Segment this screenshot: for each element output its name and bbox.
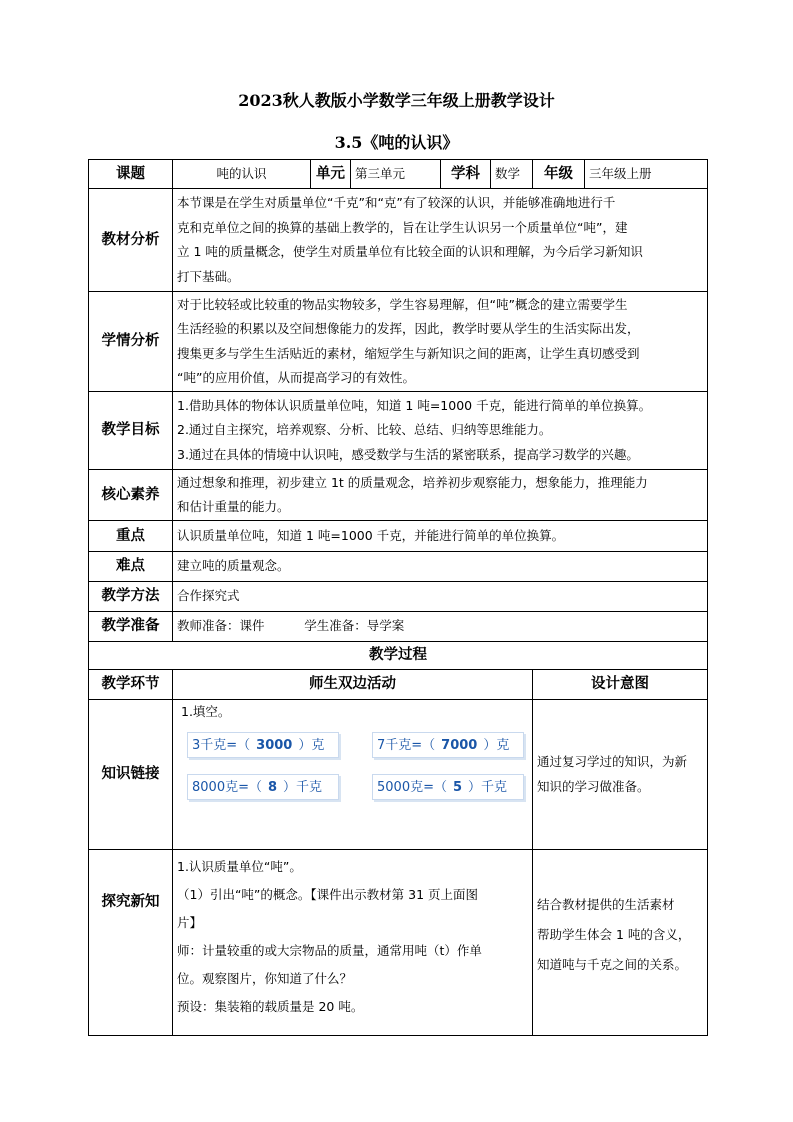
- content-line: 立 1 吨的质量概念，使学生对质量单位有比较全面的认识和理解，为今后学习新知识: [177, 244, 643, 259]
- intent-line: 通过复习学过的知识，为新: [537, 754, 688, 769]
- stage-label: 探究新知: [89, 850, 173, 1036]
- section-content: 建立吨的质量观念。: [173, 552, 708, 582]
- content-line: “吨”的应用价值，从而提高学习的有效性。: [177, 370, 415, 385]
- content-line: 3.通过在具体的情境中认识吨，感受数学与生活的紧密联系，提高学习数学的兴趣。: [177, 446, 639, 462]
- lesson-title: 3.5《吨的认识》: [334, 133, 459, 152]
- info-row: [89, 160, 708, 189]
- section-content: 认识质量单位吨，知道 1 吨=1000 千克，并能进行简单的单位换算。: [173, 521, 708, 552]
- section-label: 学情分析: [89, 292, 173, 392]
- section-label: 核心素养: [89, 470, 173, 521]
- intent-cell: [533, 850, 708, 1036]
- section-label: 教学准备: [89, 612, 173, 642]
- fill-box: 8000克=（ 8 ）千克: [187, 774, 339, 800]
- task-text: 1.填空。: [181, 704, 231, 719]
- intent-line: 结合教材提供的生活素材: [537, 897, 675, 912]
- col-activity-header: 师生双边活动: [173, 670, 533, 700]
- content-line: 生活经验的积累以及空间想像能力的发挥，因此，教学时要从学生的生活实际出发，: [177, 321, 640, 336]
- fill-box: 7千克=（ 7000 ）克: [372, 732, 524, 758]
- process-title: 教学过程: [89, 642, 708, 670]
- topic-label: 课题: [89, 160, 173, 189]
- activity-line: 1.认识质量单位“吨”。: [177, 859, 302, 874]
- process-title-row: [89, 642, 708, 670]
- document-title: 2023秋人教版小学数学三年级上册教学设计: [238, 91, 555, 110]
- content-line: 1.借助具体的物体认识质量单位吨，知道 1 吨=1000 千克，能进行简单的单位换算。: [177, 397, 652, 413]
- content-line: 搜集更多与学生生活贴近的素材，缩短学生与新知识之间的距离，让学生真切感受到: [177, 345, 640, 361]
- section-label: 重点: [89, 521, 173, 552]
- unit-label: 单元: [311, 160, 351, 189]
- topic-value: 吨的认识: [173, 160, 311, 189]
- section-label: 教学方法: [89, 582, 173, 612]
- activity-line: 预设：集装箱的载质量是 20 吨。: [177, 999, 364, 1014]
- section-row: [89, 189, 708, 292]
- fill-box: 3千克=（ 3000 ）克: [187, 732, 339, 758]
- process-row-explore: [89, 850, 708, 1036]
- section-label: 教学目标: [89, 392, 173, 470]
- content-line: 对于比较轻或比较重的物品实物较多，学生容易理解，但“吨”概念的建立需要学生: [177, 296, 628, 312]
- unit-value: 第三单元: [351, 160, 441, 189]
- subject-value: 数学: [491, 160, 533, 189]
- fill-exercise: [177, 700, 528, 846]
- section-content: 合作探究式: [173, 582, 708, 612]
- section-label: 教材分析: [89, 189, 173, 292]
- content-line: 2.通过自主探究，培养观察、分析、比较、总结、归纳等思维能力。: [177, 422, 552, 438]
- intent-line: 帮助学生体会 1 吨的含义，: [537, 927, 691, 942]
- content-line: 打下基础。: [177, 268, 240, 284]
- grade-label: 年级: [533, 160, 585, 189]
- col-stage-header: 教学环节: [89, 670, 173, 700]
- section-content: [173, 392, 708, 470]
- process-header-row: [89, 670, 708, 700]
- section-content: [173, 292, 708, 392]
- section-content: [173, 189, 708, 292]
- section-row: [89, 292, 708, 392]
- section-row: [89, 470, 708, 521]
- activity-cell: [173, 700, 533, 850]
- activity-line: 师：计量较重的或大宗物品的质量，通常用吨（t）作单: [177, 943, 482, 958]
- intent-cell: [533, 700, 708, 850]
- fill-box: 5000克=（ 5 ）千克: [372, 774, 524, 800]
- section-row: [89, 612, 708, 642]
- section-row: [89, 521, 708, 552]
- activity-line: （1）引出“吨”的概念。【课件出示教材第 31 页上面图: [177, 887, 479, 902]
- lesson-plan-table: [88, 159, 708, 1036]
- section-row: [89, 582, 708, 612]
- intent-line: 知道吨与千克之间的关系。: [537, 957, 688, 972]
- activity-line: 位。观察图片，你知道了什么？: [177, 971, 353, 986]
- activity-cell: [173, 850, 533, 1036]
- activity-line: 片】: [177, 915, 203, 930]
- subject-label: 学科: [441, 160, 491, 189]
- col-intent-header: 设计意图: [533, 670, 708, 700]
- content-line: 本节课是在学生对质量单位“千克”和“克”有了较深的认识，并能够准确地进行千: [177, 195, 616, 210]
- content-line: 通过想象和推理，初步建立 1t 的质量观念，培养初步观察能力，想象能力，推理能力: [177, 474, 648, 490]
- intent-line: 知识的学习做准备。: [537, 778, 650, 794]
- content-line: 克和克单位之间的换算的基础上教学的，旨在让学生认识另一个质量单位“吨”，建: [177, 219, 628, 235]
- section-row: [89, 392, 708, 470]
- stage-label: 知识链接: [89, 700, 173, 850]
- grade-value: 三年级上册: [585, 160, 708, 189]
- section-content: 教师准备：课件 学生准备：导学案: [173, 612, 708, 642]
- content-line: 和估计重量的能力。: [177, 499, 290, 514]
- process-row-link: [89, 700, 708, 850]
- section-row: [89, 552, 708, 582]
- section-label: 难点: [89, 552, 173, 582]
- section-content: [173, 470, 708, 521]
